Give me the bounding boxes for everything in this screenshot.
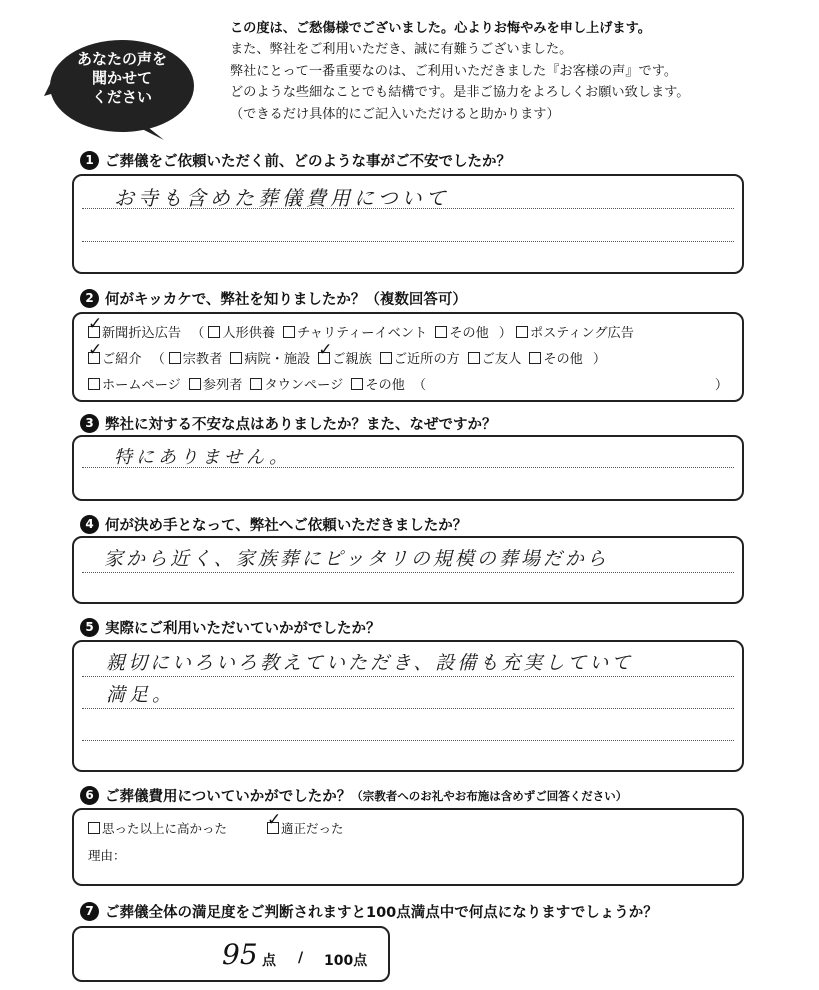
question-5-title <box>80 617 381 638</box>
checkbox-checked[interactable] <box>267 822 279 834</box>
option-label: 参列者 <box>202 378 243 393</box>
checkbox[interactable] <box>189 378 201 390</box>
handwritten-answer: 親切にいろいろ教えていただき、設備も充実していて <box>106 652 634 674</box>
handwritten-score: 95 <box>222 938 258 971</box>
option-label: 新聞折込広告 <box>102 326 182 341</box>
intro-line: （できるだけ具体的にご記入いただけると助かります） <box>230 106 560 122</box>
option-label: 適正だった <box>281 821 344 836</box>
question-text: 弊社に対する不安な点はありましたか？また、なぜですか？ <box>105 417 497 433</box>
option-label: ホームページ <box>102 378 181 393</box>
option-label: ご紹介 <box>102 352 142 367</box>
handwritten-answer: 満足。 <box>106 684 176 706</box>
checkbox[interactable] <box>468 352 480 364</box>
intro-text <box>230 18 810 125</box>
close-paren: ） <box>714 378 728 393</box>
question-number-badge: 1 <box>80 151 99 170</box>
checkbox-checked[interactable] <box>88 352 100 364</box>
bubble-line: あなたの声を <box>76 50 167 68</box>
answer-box-3[interactable] <box>72 435 744 501</box>
score-box[interactable] <box>72 926 390 982</box>
speech-bubble <box>44 36 194 146</box>
checkbox[interactable] <box>351 378 363 390</box>
option-label: 人形供養 <box>222 326 276 341</box>
question-text: 何がキッカケで、弊社を知りましたか？（複数回答可） <box>105 292 467 308</box>
checkbox[interactable] <box>529 352 541 364</box>
checkbox[interactable] <box>88 822 100 834</box>
options-row: ✓ご紹介 （ 宗教者 病院・施設✓ ご親族 ご近所の方 ご友人 その他 ） <box>88 348 610 367</box>
option-label: その他 <box>543 352 583 367</box>
option-label: ご親族 <box>332 352 372 367</box>
question-7-title <box>80 901 658 922</box>
option-label: その他 <box>449 326 489 341</box>
question-number-badge: 2 <box>80 289 99 308</box>
option-label: 病院・施設 <box>244 352 311 367</box>
question-1-title <box>80 150 511 171</box>
option-label: タウンページ <box>264 378 344 393</box>
question-note: （宗教者へのお礼やお布施は含めずご回答ください） <box>351 788 628 803</box>
score-unit: 点 <box>262 953 276 969</box>
answer-box-6 <box>72 808 744 886</box>
question-number-badge: 7 <box>80 902 99 921</box>
checkbox[interactable] <box>380 352 392 364</box>
option-label: ご友人 <box>481 352 522 367</box>
question-number-badge: 4 <box>80 515 99 534</box>
bubble-line: 聞かせて <box>91 69 152 87</box>
answer-box-4[interactable] <box>72 536 744 604</box>
handwritten-answer: 家から近く、家族葬にピッタリの規模の葬場だから <box>104 548 609 570</box>
question-4-title <box>80 514 467 535</box>
intro-line: どのような些細なことでも結構です。是非ご協力をよろしくお願い致します。 <box>230 85 690 101</box>
option-label: ご近所の方 <box>393 352 460 367</box>
checkbox[interactable] <box>88 378 100 390</box>
question-number-badge: 5 <box>80 618 99 637</box>
reason-label: 理由： <box>88 848 126 863</box>
answer-box-1[interactable] <box>72 174 744 274</box>
score-slash: / <box>298 950 304 966</box>
checkbox-checked[interactable] <box>318 352 330 364</box>
checkbox[interactable] <box>435 326 447 338</box>
options-row <box>88 374 728 393</box>
checkbox[interactable] <box>283 326 295 338</box>
question-2-title <box>80 288 467 309</box>
option-label: 思った以上に高かった <box>102 821 228 836</box>
question-text: 実際にご利用いただいていかがでしたか？ <box>105 621 381 637</box>
handwritten-answer: 特にありません。 <box>114 447 292 468</box>
question-text: ご葬儀をご依頼いただく前、どのような事がご不安でしたか？ <box>105 154 511 170</box>
option-label: ポスティング広告 <box>529 326 634 341</box>
intro-line: 弊社にとって一番重要なのは、ご利用いただきました『お客様の声』です。 <box>230 63 678 79</box>
option-label: その他 <box>365 378 405 393</box>
option-label: 宗教者 <box>182 352 223 367</box>
checkbox[interactable] <box>208 326 220 338</box>
checkbox[interactable] <box>230 352 242 364</box>
open-paren: （ <box>412 378 427 393</box>
checkbox-checked[interactable] <box>88 326 100 338</box>
question-number-badge: 6 <box>80 786 99 805</box>
question-text: ご葬儀全体の満足度をご判断されますと100点満点中で何点になりますでしょうか？ <box>105 905 658 921</box>
options-row: ✓新聞折込広告 （ 人形供養 チャリティーイベント その他 ） ポスティング広告 <box>88 322 642 341</box>
intro-line: この度は、ご愁傷様でございました。心よりお悔やみを申し上げます。 <box>230 21 651 36</box>
bubble-text <box>62 50 182 107</box>
question-text: 何が決め手となって、弊社へご依頼いただきましたか？ <box>105 518 468 534</box>
intro-line: また、弊社をご利用いただき、誠に有難うございました。 <box>230 42 573 58</box>
options-row <box>88 819 352 837</box>
checkbox[interactable] <box>169 352 181 364</box>
checkbox[interactable] <box>516 326 528 338</box>
option-label: チャリティーイベント <box>297 326 428 341</box>
answer-box-5[interactable] <box>72 640 744 772</box>
question-6-title <box>80 785 627 806</box>
handwritten-answer: お寺も含めた葬儀費用について <box>114 186 450 210</box>
checkbox[interactable] <box>250 378 262 390</box>
bubble-line: ください <box>91 88 152 106</box>
question-3-title <box>80 413 497 434</box>
question-text: ご葬儀費用についていかがでしたか？ <box>105 789 352 805</box>
score-max: 100点 <box>324 953 368 969</box>
question-number-badge: 3 <box>80 414 99 433</box>
options-box-2 <box>72 312 744 402</box>
